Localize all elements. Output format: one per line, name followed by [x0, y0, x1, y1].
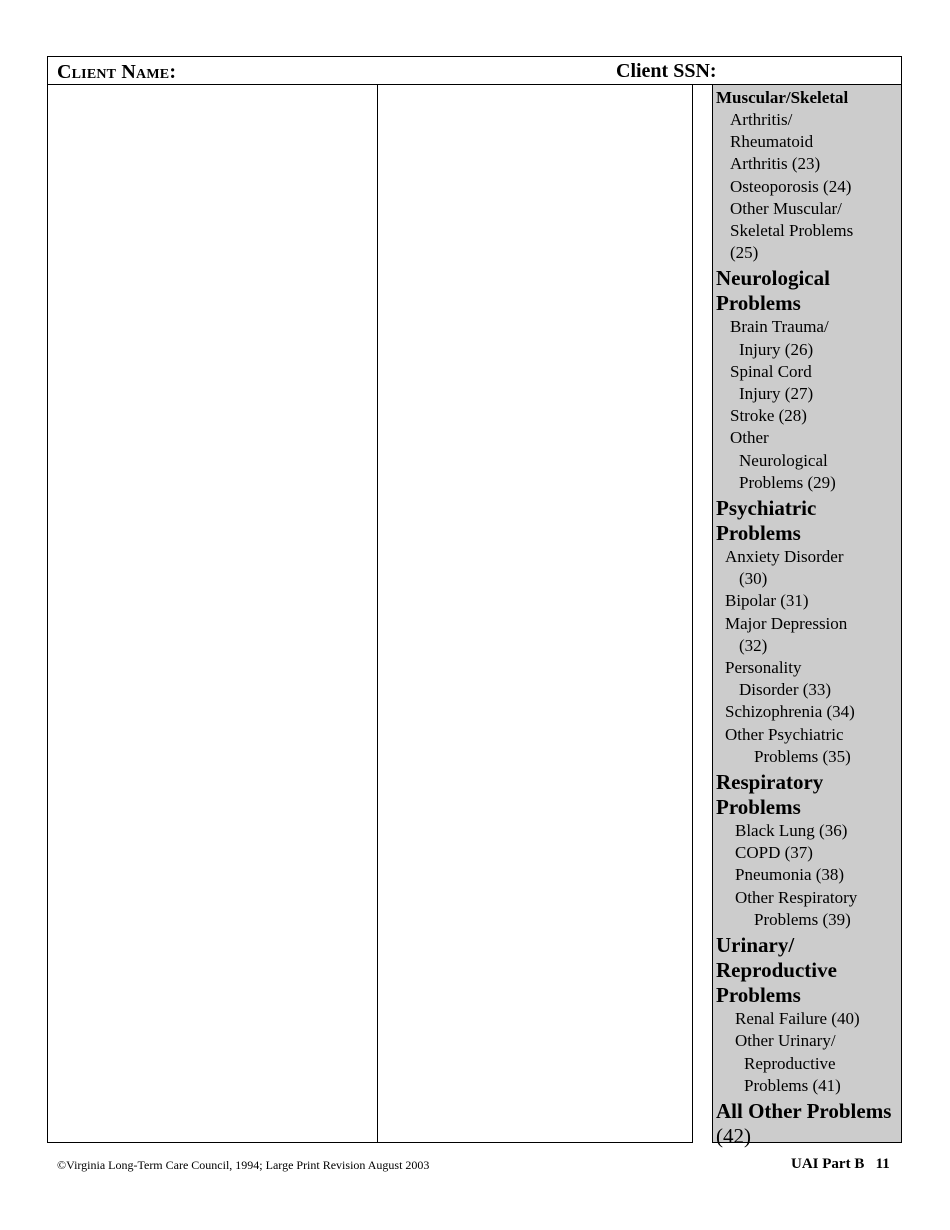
- list-item: (25): [730, 243, 759, 263]
- list-item: Other: [730, 428, 769, 448]
- list-item: (32): [739, 635, 768, 655]
- list-item: Neurological: [739, 450, 828, 470]
- category-muscular-skeletal: Muscular/Skeletal: [716, 88, 849, 107]
- list-item: Other Urinary/: [735, 1031, 836, 1051]
- list-item: Problems (39): [754, 909, 851, 929]
- list-item: Stroke (28): [730, 406, 807, 426]
- list-item: Problems (35): [754, 746, 851, 766]
- list-item: Disorder (33): [739, 680, 832, 700]
- list-item: Spinal Cord: [730, 361, 812, 381]
- list-item: Skeletal Problems: [730, 221, 854, 241]
- category-urinary-title: Urinary/ Reproductive Problems: [716, 933, 837, 1008]
- list-item: Pneumonia (38): [735, 865, 845, 885]
- list-item: Personality: [725, 658, 802, 678]
- client-header-box: [47, 56, 902, 85]
- list-item: Arthritis/: [730, 110, 793, 129]
- list-item: COPD (37): [735, 843, 813, 863]
- category-neurological-title: Neurological Problems: [716, 266, 830, 316]
- category-respiratory-title: Respiratory Problems: [716, 770, 824, 820]
- list-item: Renal Failure (40): [735, 1009, 860, 1029]
- list-item: Other Psychiatric: [725, 724, 844, 744]
- entry-column-1[interactable]: [47, 85, 378, 1143]
- category-all-other-title: All Other Problems: [716, 1098, 892, 1123]
- list-item: (42): [716, 1123, 751, 1148]
- list-item: Problems (29): [739, 472, 836, 492]
- list-item: Rheumatoid: [730, 132, 814, 152]
- list-item: Bipolar (31): [725, 591, 809, 611]
- diagnosis-list-panel: [712, 85, 902, 1148]
- client-ssn-label: Client SSN:: [616, 60, 717, 82]
- list-item: Injury (27): [739, 384, 814, 404]
- list-item: Major Depression: [725, 613, 848, 633]
- list-item: Black Lung (36): [735, 821, 848, 841]
- list-item: Other Respiratory: [735, 887, 858, 907]
- list-item: Anxiety Disorder: [725, 547, 844, 567]
- list-item: Reproductive: [744, 1053, 836, 1073]
- entry-column-2[interactable]: [377, 85, 693, 1143]
- copyright-text: ©Virginia Long-Term Care Council, 1994; Large Print Revision August 2003: [57, 1158, 430, 1172]
- list-item: Other Muscular/: [730, 198, 842, 218]
- client-name-label: Client Name:: [57, 61, 177, 83]
- list-item: Injury (26): [739, 339, 814, 359]
- list-item: Problems (41): [744, 1075, 841, 1095]
- list-item: Brain Trauma/: [730, 317, 829, 337]
- page-label: UAI Part B 11: [791, 1156, 890, 1172]
- list-item: Osteoporosis (24): [730, 176, 852, 196]
- list-item: (30): [739, 569, 768, 589]
- category-psychiatric-title: Psychiatric Problems: [716, 496, 817, 546]
- list-item: Arthritis (23): [730, 154, 821, 174]
- list-item: Schizophrenia (34): [725, 702, 855, 722]
